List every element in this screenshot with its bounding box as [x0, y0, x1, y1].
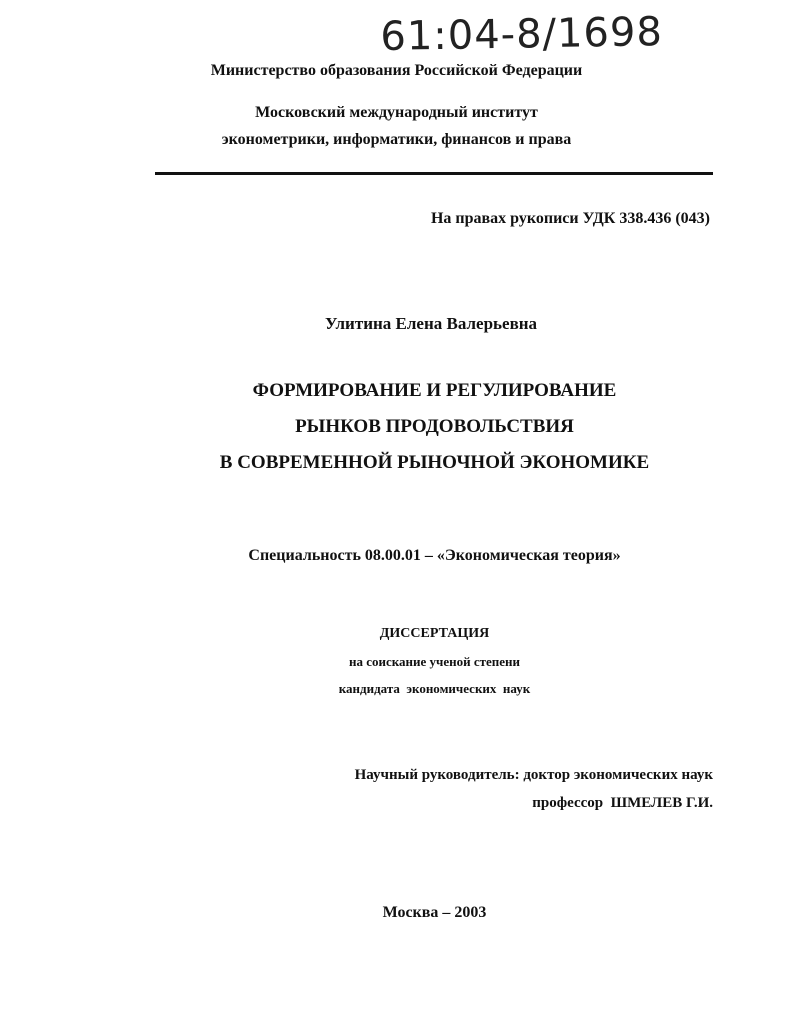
title-line1: ФОРМИРОВАНИЕ И РЕГУЛИРОВАНИЕ: [252, 380, 617, 401]
header-divider: [155, 172, 713, 175]
dissertation-heading: ДИССЕРТАЦИЯ: [379, 626, 490, 641]
supervisor-line1: Научный руководитель: доктор экономических наук: [354, 767, 713, 783]
institute-name-line1: Московский международный институт: [255, 104, 538, 121]
author-name: Улитина Елена Валерьевна: [324, 314, 538, 333]
ministry-name: Министерство образования Российской Федерации: [210, 62, 583, 79]
speciality: Специальность 08.00.01 – «Экономическая теория»: [248, 547, 621, 564]
dissertation-degree-line1: на соискание ученой степени: [348, 654, 521, 669]
supervisor-line2: профессор ШМЕЛЕВ Г.И.: [532, 795, 713, 811]
title-line2: РЫНКОВ ПРОДОВОЛЬСТВИЯ: [295, 416, 574, 437]
dissertation-degree-line2: кандидата экономических наук: [338, 681, 531, 696]
city-year: Москва – 2003: [382, 904, 487, 921]
handwritten-archive-code: 61:04-8/1698: [380, 9, 664, 60]
institute-name-line2: эконометрики, информатики, финансов и права: [221, 131, 572, 148]
manuscript-rights-udc: На правах рукописи УДК 338.436 (043): [430, 210, 710, 227]
title-line3: В СОВРЕМЕННОЙ РЫНОЧНОЙ ЭКОНОМИКЕ: [219, 452, 650, 473]
